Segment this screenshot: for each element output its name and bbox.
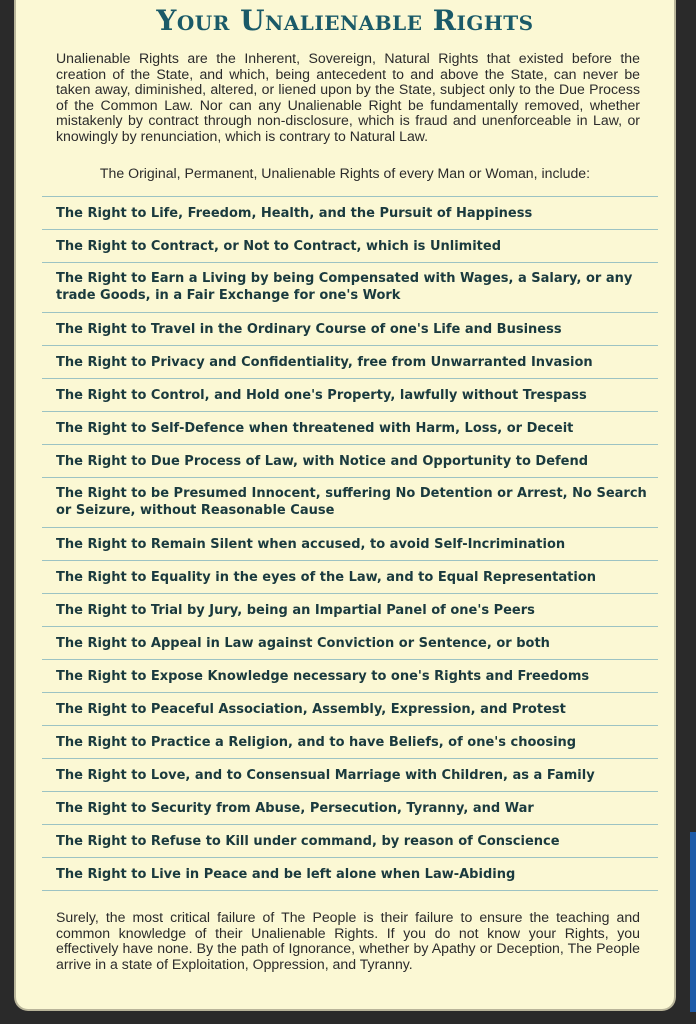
rights-list-item: The Right to Privacy and Confidentiality, free from Unwarranted Invasion (42, 346, 658, 379)
rights-list-item: The Right to Refuse to Kill under command, by reason of Conscience (42, 825, 658, 858)
rights-list-heading: The Original, Permanent, Unalienable Rights of every Man or Woman, include: (99, 165, 591, 181)
rights-list-item: The Right to Life, Freedom, Health, and the Pursuit of Happiness (42, 197, 658, 230)
rights-list-item: The Right to be Presumed Innocent, suffering No Detention or Arrest, No Search or Seizure, without Reasonable Cause (42, 478, 658, 528)
rights-list-item: The Right to Remain Silent when accused, to avoid Self-Incrimination (42, 528, 658, 561)
rights-list-item: The Right to Love, and to Consensual Marriage with Children, as a Family (42, 759, 658, 792)
rights-list-item: The Right to Security from Abuse, Persecution, Tyranny, and War (42, 792, 658, 825)
rights-list-item: The Right to Live in Peace and be left alone when Law-Abiding (42, 858, 658, 891)
intro-paragraph: Unalienable Rights are the Inherent, Sovereign, Natural Rights that existed before the creation of the State, and which, being antecedent to and above the State, can never be taken away, diminished, altered, or liened upon by the State, subject only to the Due Process of the Common Law. Nor can any Unalienable Right be fundamentally removed, whether mistakenly by contract through non-disclosure, which is fraud and unenforceable in Law, or knowingly by renunciation, which is contrary to Natural Law. (56, 50, 640, 144)
rights-list-item: The Right to Equality in the eyes of the Law, and to Equal Representation (42, 561, 658, 594)
window-edge-strip (690, 832, 696, 1012)
rights-list-item: The Right to Expose Knowledge necessary to one's Rights and Freedoms (42, 660, 658, 693)
rights-list-item: The Right to Practice a Religion, and to have Beliefs, of one's choosing (42, 726, 658, 759)
closing-paragraph: Surely, the most critical failure of The People is their failure to ensure the teaching and common knowledge of their Unalienable Rights. If you do not know your Rights, you effectively have none. By the path of Ignorance, whether by Apathy or Deception, The People arrive in a state of Exploitation, Oppression, and Tyranny. (56, 909, 640, 972)
rights-list-item: The Right to Control, and Hold one's Property, lawfully without Trespass (42, 379, 658, 412)
rights-list-item: The Right to Due Process of Law, with Notice and Opportunity to Defend (42, 445, 658, 478)
document-title: Your Unalienable Rights (156, 4, 534, 37)
rights-document (14, 0, 676, 1011)
rights-list-item: The Right to Contract, or Not to Contract, which is Unlimited (42, 230, 658, 263)
rights-list-item: The Right to Travel in the Ordinary Course of one's Life and Business (42, 313, 658, 346)
rights-list-item: The Right to Earn a Living by being Compensated with Wages, a Salary, or any trade Goods, in a Fair Exchange for one's Work (42, 263, 658, 313)
rights-list (42, 196, 658, 891)
rights-list-item: The Right to Peaceful Association, Assembly, Expression, and Protest (42, 693, 658, 726)
rights-list-item: The Right to Self-Defence when threatened with Harm, Loss, or Deceit (42, 412, 658, 445)
rights-list-item: The Right to Trial by Jury, being an Impartial Panel of one's Peers (42, 594, 658, 627)
rights-list-item: The Right to Appeal in Law against Conviction or Sentence, or both (42, 627, 658, 660)
